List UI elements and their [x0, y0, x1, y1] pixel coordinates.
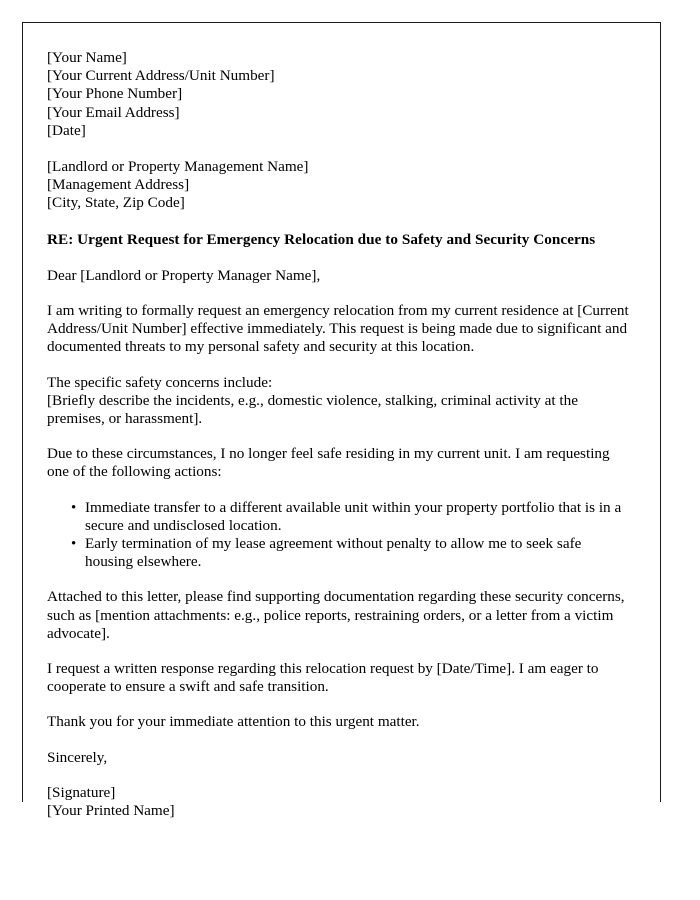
recipient-line-name: [Landlord or Property Management Name]	[47, 158, 309, 176]
document-page	[22, 22, 661, 820]
sender-line-date: [Date]	[47, 121, 86, 139]
safety-concerns-heading-line: The specific safety concerns include:	[47, 373, 273, 391]
paragraph-response-request: I request a written response regarding this relocation request by [Date/Time]. I am eager to cooperate to ensure a swift and safe transition.	[47, 660, 599, 696]
paragraph-thank-you: Thank you for your immediate attention to this urgent matter.	[47, 713, 420, 731]
requested-actions-list	[47, 499, 635, 572]
sender-line-address: [Your Current Address/Unit Number]	[47, 67, 275, 85]
paragraph-safety-concerns	[47, 374, 635, 429]
signature-placeholder: [Signature]	[47, 783, 116, 801]
safety-concerns-placeholder-line: [Briefly describe the incidents, e.g., domestic violence, stalking, criminal activity at the premises, or harassment].	[47, 391, 578, 428]
recipient-line-address: [Management Address]	[47, 176, 190, 194]
recipient-line-city-state-zip: [City, State, Zip Code]	[47, 194, 185, 212]
recipient-address-block	[47, 158, 635, 213]
sender-address-block	[47, 49, 635, 140]
paragraph-attachments: Attached to this letter, please find supporting documentation regarding these security concerns, such as [mention attachments: e.g., police reports, restraining orders, or a letter from a victim advocate].	[47, 588, 625, 642]
paragraph-requested-actions-intro: Due to these circumstances, I no longer feel safe residing in my current unit. I am requesting one of the following actions:	[47, 445, 610, 481]
sender-line-phone: [Your Phone Number]	[47, 85, 183, 103]
paragraph-request-intro: I am writing to formally request an emergency relocation from my current residence at [Current Address/Unit Number] effective immediately. This request is being made due to significant and documented threats to my personal safety and security at this location.	[47, 302, 629, 356]
sender-line-email: [Your Email Address]	[47, 103, 180, 121]
list-item: • Immediate transfer to a different available unit within your property portfolio that is in a secure and undisclosed location.	[85, 499, 630, 535]
signature-block	[47, 784, 635, 820]
salutation: Dear [Landlord or Property Manager Name],	[47, 266, 321, 284]
printed-name-placeholder: [Your Printed Name]	[47, 802, 175, 820]
sender-line-name: [Your Name]	[47, 49, 127, 66]
closing-salutation: Sincerely,	[47, 748, 108, 766]
letter-body	[47, 49, 635, 820]
list-item: • Early termination of my lease agreement without penalty to allow me to seek safe housing elsewhere.	[85, 535, 630, 571]
subject-line: RE: Urgent Request for Emergency Relocation due to Safety and Security Concerns	[47, 230, 596, 248]
